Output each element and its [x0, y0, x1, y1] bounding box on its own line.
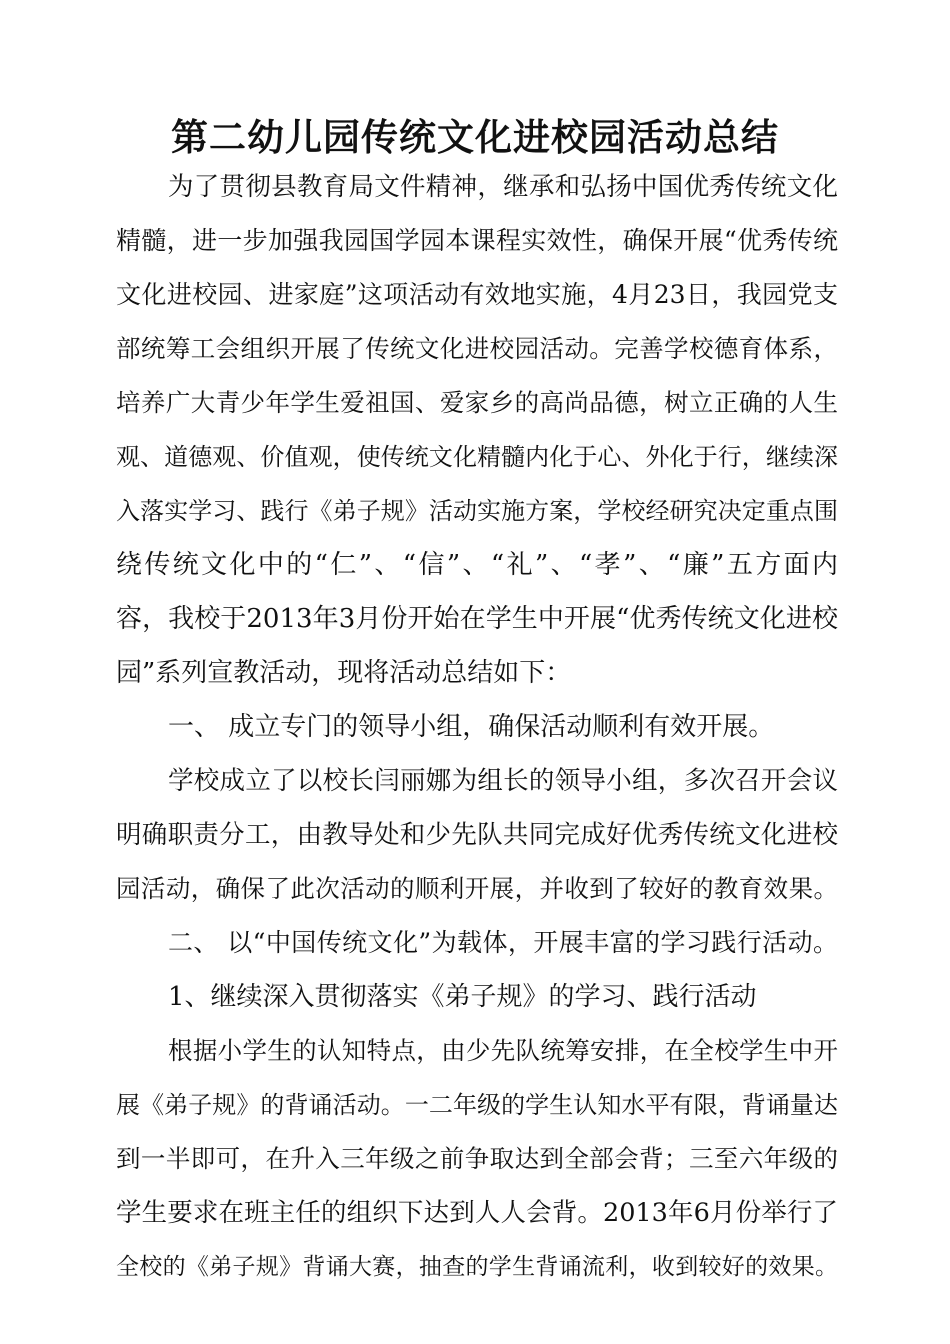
text-line-6: 观、道德观、价值观，使传统文化精髓内化于心、外化于行，继续深: [116, 443, 838, 471]
text-line-3: 文化进校园、进家庭”这项活动有效地实施，4月23日，我园党支: [116, 280, 838, 309]
section-heading-1: 一、 成立专门的领导小组，确保活动顺利有效开展。: [168, 712, 775, 742]
text-line-21: 全校的《弟子规》背诵大赛，抽查的学生背诵流利，收到较好的效果。: [116, 1254, 838, 1280]
text-line-10: 园”系列宣教活动，现将活动总结如下：: [116, 658, 572, 688]
text-line-4: 部统筹工会组织开展了传统文化进校园活动。完善学校德育体系，: [116, 334, 838, 363]
text-line-1: 为了贯彻县教育局文件精神，继承和弘扬中国优秀传统文化: [168, 172, 838, 202]
text-line-5: 培养广大青少年学生爱祖国、爱家乡的高尚品德，树立正确的人生: [116, 388, 838, 417]
text-line-17: 根据小学生的认知特点，由少先队统筹安排，在全校学生中开: [168, 1036, 838, 1065]
text-line-19: 到一半即可，在升入三年级之前争取达到全部会背；三至六年级的: [116, 1144, 838, 1173]
text-line-7: 入落实学习、践行《弟子规》活动实施方案，学校经研究决定重点围: [116, 497, 838, 525]
text-line-12: 学校成立了以校长闫丽娜为组长的领导小组，多次召开会议: [168, 766, 838, 796]
document-title: 第二幼儿园传统文化进校园活动总结: [171, 115, 779, 159]
section-heading-2: 二、 以“中国传统文化”为载体，开展丰富的学习践行活动。: [168, 928, 838, 957]
text-line-9: 容，我校于2013年3月份开始在学生中开展“优秀传统文化进校: [116, 604, 838, 634]
text-line-20: 学生要求在班主任的组织下达到人人会背。2013年6月份举行了: [116, 1198, 838, 1228]
subsection-heading-1: 1、继续深入贯彻落实《弟子规》的学习、践行活动: [168, 982, 757, 1012]
text-line-8: 绕传统文化中的“仁”、“信”、“礼”、“孝”、“廉”五方面内: [116, 550, 838, 580]
text-line-13: 明确职责分工，由教导处和少先队共同完成好优秀传统文化进校: [116, 820, 838, 850]
text-line-14: 园活动，确保了此次活动的顺利开展，并收到了较好的教育效果。: [116, 874, 838, 903]
text-line-18: 展《弟子规》的背诵活动。一二年级的学生认知水平有限，背诵量达: [116, 1091, 838, 1119]
text-line-2: 精髓，进一步加强我园国学园本课程实效性，确保开展“优秀传统: [116, 226, 838, 255]
